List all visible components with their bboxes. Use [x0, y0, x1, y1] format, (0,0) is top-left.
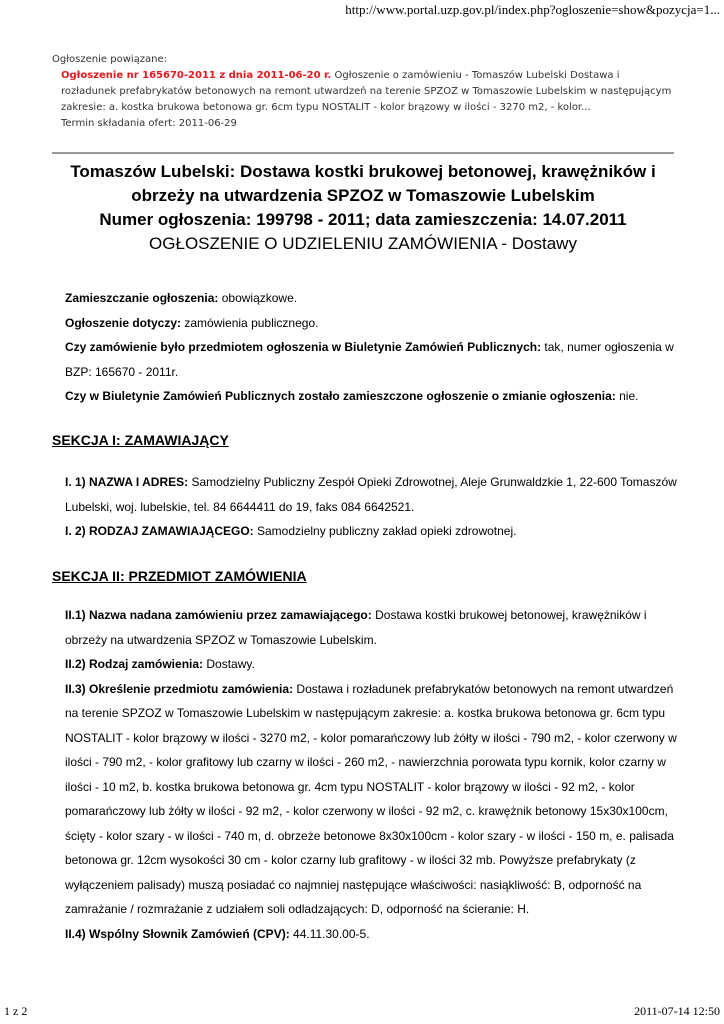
- related-deadline: Termin składania ofert: 2011-06-29: [61, 118, 237, 129]
- title-subject: Tomaszów Lubelski: Dostawa kostki brukowej betonowej, krawężników i obrzeży na utwardzenia SPZOZ w Tomaszowie Lubelskim: [70, 162, 656, 205]
- intro-item: Czy w Biuletynie Zamówień Publicznych zostało zamieszczone ogłoszenie o zmianie ogłoszenia: nie.: [65, 389, 639, 403]
- title-kind-suffix: - Dostawy: [496, 234, 577, 253]
- notice-title: [52, 160, 674, 256]
- intro-item: Zamieszczanie ogłoszenia: obowiązkowe.: [65, 291, 298, 305]
- intro-block: [65, 286, 677, 409]
- section-item: II.4) Wspólny Słownik Zamówień (CPV): 44.11.30.00-5.: [65, 926, 370, 941]
- section-item: II.2) Rodzaj zamówienia: Dostawy.: [65, 657, 255, 671]
- title-kind: [52, 232, 674, 256]
- section-item: II.1) Nazwa nadana zamówieniu przez zamawiającego: Dostawa kostki brukowej betonowej, krawężników i obrzeży na utwardzenia SPZOZ w Tomaszowie Lubelskim.: [65, 608, 647, 647]
- related-notice-link[interactable]: Ogłoszenie nr 165670-2011 z dnia 2011-06-20 r.: [61, 70, 332, 81]
- intro-item: Czy zamówienie było przedmiotem ogłoszenia w Biuletynie Zamówień Publicznych: tak, numer ogłoszenia w BZP: 165670 - 2011r.: [65, 340, 674, 379]
- section-item: I. 1) NAZWA I ADRES: Samodzielny Publiczny Zespół Opieki Zdrowotnej, Aleje Grunwaldzkie 1, 22-600 Tomaszów Lubelski, woj. lubelskie, tel. 84 6644411 do 19, faks 084 6642521.: [65, 475, 677, 514]
- section-item: II.3) Określenie przedmiotu zamówienia: Dostawa i rozładunek prefabrykatów betonowych na remont utwardzeń na terenie SPZOZ w Tomaszowie Lubelskim w następującym zakresie: a. kostka brukowa betonowa gr. 6cm typu NOSTALIT - kolor brązowy w ilości - 3270 m2, - kolor pomarańczowy lub żółty w ilości - 790 m2, - kolor czerwony w ilości - 790 m2, - kolor grafitowy lub czarny w ilości - 260 m2, - nawierzchnia porowata typu kornik, kolor czarny w ilości - 10 m2, b. kostka brukowa betonowa gr. 4cm typu NOSTALIT - kolor brązowy w ilości - 92 m2, - kolor pomarańczowy lub żółty w ilości - 92 m2, - kolor czerwony w ilości - 92 m2, c. krawężnik betonowy 15x30x100cm, ścięty - kolor szary - w ilości - 740 m, d. obrzeże betonowe 8x30x100cm - kolor szary - w ilości - 150 m, e. palisada betonowa gr. 12cm wysokości 30 cm - kolor czarny lub grafitowy - w ilości 32 mb. Powyższe prefabrykaty (z wyłączeniem palisady) muszą posiadać co najmniej następujące właściwości: nasiąkliwość: B, odporność na zamrażanie / rozmrażanie z udziałem soli odladzających: D, odporność na ścieranie: H.: [65, 681, 677, 916]
- related-notice-text: Ogłoszenie o zamówieniu - Tomaszów Lubelski Dostawa i rozładunek prefabrykatów betonowych na remont utwardzeń na terenie SPZOZ w Tomaszowie Lubelskim w następującym zakresie: a. kostka brukowa betonowa gr. 6cm typu NOSTALIT - kolor brązowy w ilości - 3270 m2, - kolor...: [61, 70, 672, 113]
- intro-item: Ogłoszenie dotyczy: zamówienia publicznego.: [65, 315, 319, 330]
- section-item: I. 2) RODZAJ ZAMAWIAJĄCEGO: Samodzielny publiczny zakład opieki zdrowotnej.: [65, 524, 517, 538]
- page-url: http://www.portal.uzp.gov.pl/index.php?ogloszenie=show&pozycja=1...: [345, 2, 720, 17]
- section-1-block: [65, 470, 677, 544]
- title-kind-label: OGŁOSZENIE O UDZIELENIU ZAMÓWIENIA: [149, 234, 497, 253]
- page-number: 1 z 2: [4, 1004, 28, 1018]
- section-1-heading: SEKCJA I: ZAMAWIAJĄCY: [52, 432, 229, 448]
- divider: [52, 152, 674, 154]
- section-2-heading: SEKCJA II: PRZEDMIOT ZAMÓWIENIA: [52, 568, 307, 584]
- related-heading: Ogłoszenie powiązane:: [52, 54, 168, 65]
- section-2-block: [65, 603, 677, 946]
- related-notice: [52, 52, 672, 132]
- related-body: [52, 68, 672, 132]
- print-datetime: 2011-07-14 12:50: [634, 1004, 720, 1018]
- title-number: Numer ogłoszenia: 199798 - 2011; data zamieszczenia: 14.07.2011: [99, 210, 627, 229]
